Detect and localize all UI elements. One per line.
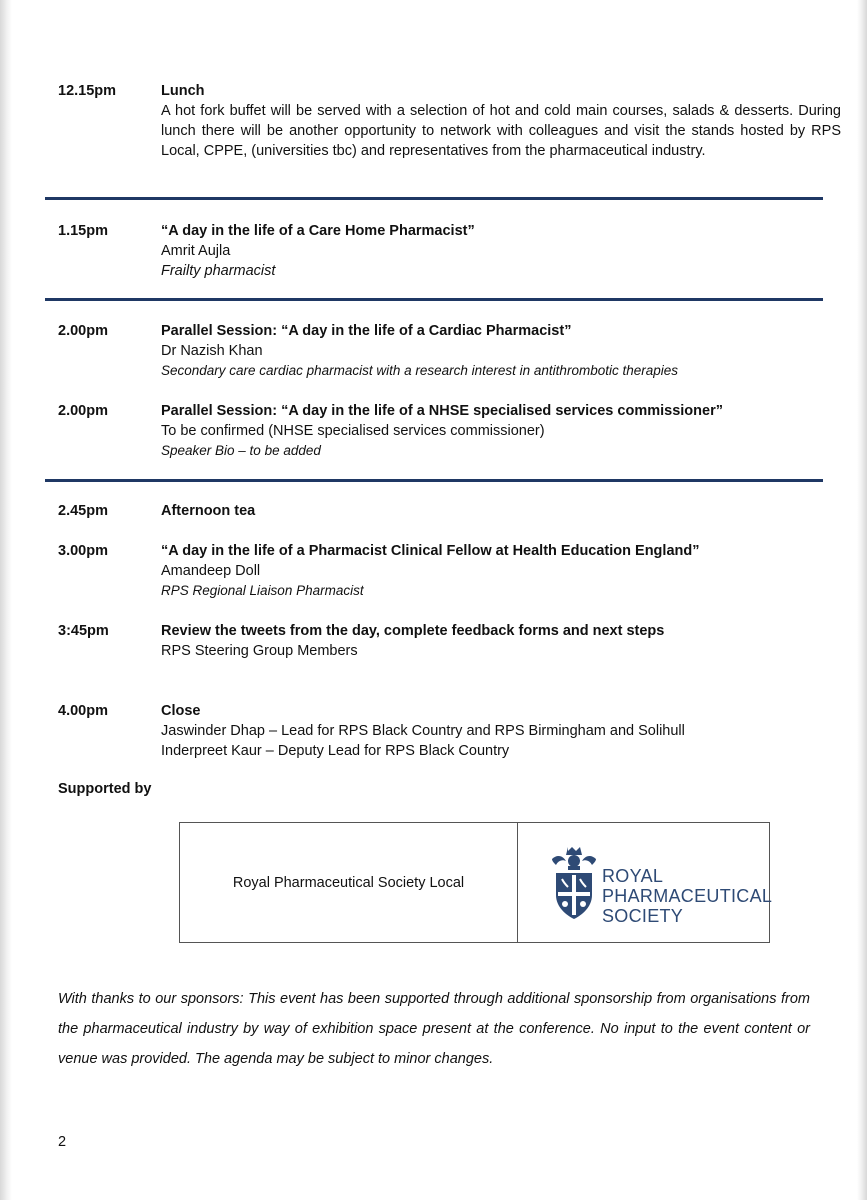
page-number: 2 (58, 1134, 67, 1150)
section-divider (45, 298, 823, 301)
logo-line: PHARMACEUTICAL (602, 886, 773, 906)
supported-by-heading: Supported by (58, 781, 152, 797)
sponsor-table (179, 822, 773, 943)
agenda-title: Close (161, 703, 201, 719)
agenda-title: “A day in the life of a Pharmacist Clinical Fellow at Health Education England” (161, 543, 700, 559)
agenda-speaker: Dr Nazish Khan (161, 343, 263, 359)
agenda-title: “A day in the life of a Care Home Pharmacist” (161, 223, 475, 239)
agenda-speaker: Amandeep Doll (161, 563, 261, 579)
agenda-time: 1.15pm (58, 223, 108, 239)
agenda-time: 2.45pm (58, 503, 108, 519)
rps-logo-text (602, 866, 772, 926)
section-divider (45, 197, 823, 200)
agenda-title: Afternoon tea (161, 503, 256, 519)
sponsor-name-cell (180, 823, 518, 942)
agenda-speaker: Inderpreet Kaur – Deputy Lead for RPS Black Country (161, 743, 510, 759)
agenda-time: 4.00pm (58, 703, 108, 719)
agenda-speaker-role: Frailty pharmacist (161, 263, 276, 279)
agenda-speaker: Amrit Aujla (161, 243, 231, 259)
logo-line: SOCIETY (602, 906, 684, 926)
agenda-speaker: Jaswinder Dhap – Lead for RPS Black Country and RPS Birmingham and Solihull (161, 723, 685, 739)
agenda-speaker-role: Secondary care cardiac pharmacist with a research interest in antithrombotic therapies (161, 363, 678, 378)
agenda-time: 3:45pm (58, 623, 109, 639)
agenda-speaker-role: RPS Regional Liaison Pharmacist (161, 583, 364, 598)
logo-line: ROYAL (602, 866, 664, 886)
rps-crest-icon (548, 845, 600, 925)
section-divider (45, 479, 823, 482)
sponsor-logo-cell (518, 823, 773, 942)
agenda-title: Parallel Session: “A day in the life of a NHSE specialised services commissioner” (161, 403, 723, 419)
sponsor-acknowledgement: With thanks to our sponsors: This event has been supported through additional sponsorship from organisations from the pharmaceutical industry by way of exhibition space present at the conference. No input to the event content or venue was provided. The agenda may be subject to minor changes. (58, 991, 810, 1067)
agenda-title: Review the tweets from the day, complete feedback forms and next steps (161, 623, 665, 639)
agenda-title: Lunch (161, 83, 205, 99)
agenda-time: 3.00pm (58, 543, 108, 559)
sponsor-name: Royal Pharmaceutical Society Local (232, 874, 465, 891)
agenda-speaker-role: Speaker Bio – to be added (161, 443, 321, 458)
agenda-time: 12.15pm (58, 83, 117, 99)
agenda-description: A hot fork buffet will be served with a selection of hot and cold main courses, salads & desserts. During lunch there will be another opportunity to network with colleagues and visit the stands hosted by RPS Local, CPPE, (universities tbc) and representatives from the pharmaceutical industry. (161, 103, 841, 159)
agenda-speaker: RPS Steering Group Members (161, 643, 358, 659)
agenda-speaker: To be confirmed (NHSE specialised services commissioner) (161, 423, 545, 439)
agenda-time: 2.00pm (58, 403, 108, 419)
agenda-time: 2.00pm (58, 323, 108, 339)
agenda-title: Parallel Session: “A day in the life of a Cardiac Pharmacist” (161, 323, 572, 339)
